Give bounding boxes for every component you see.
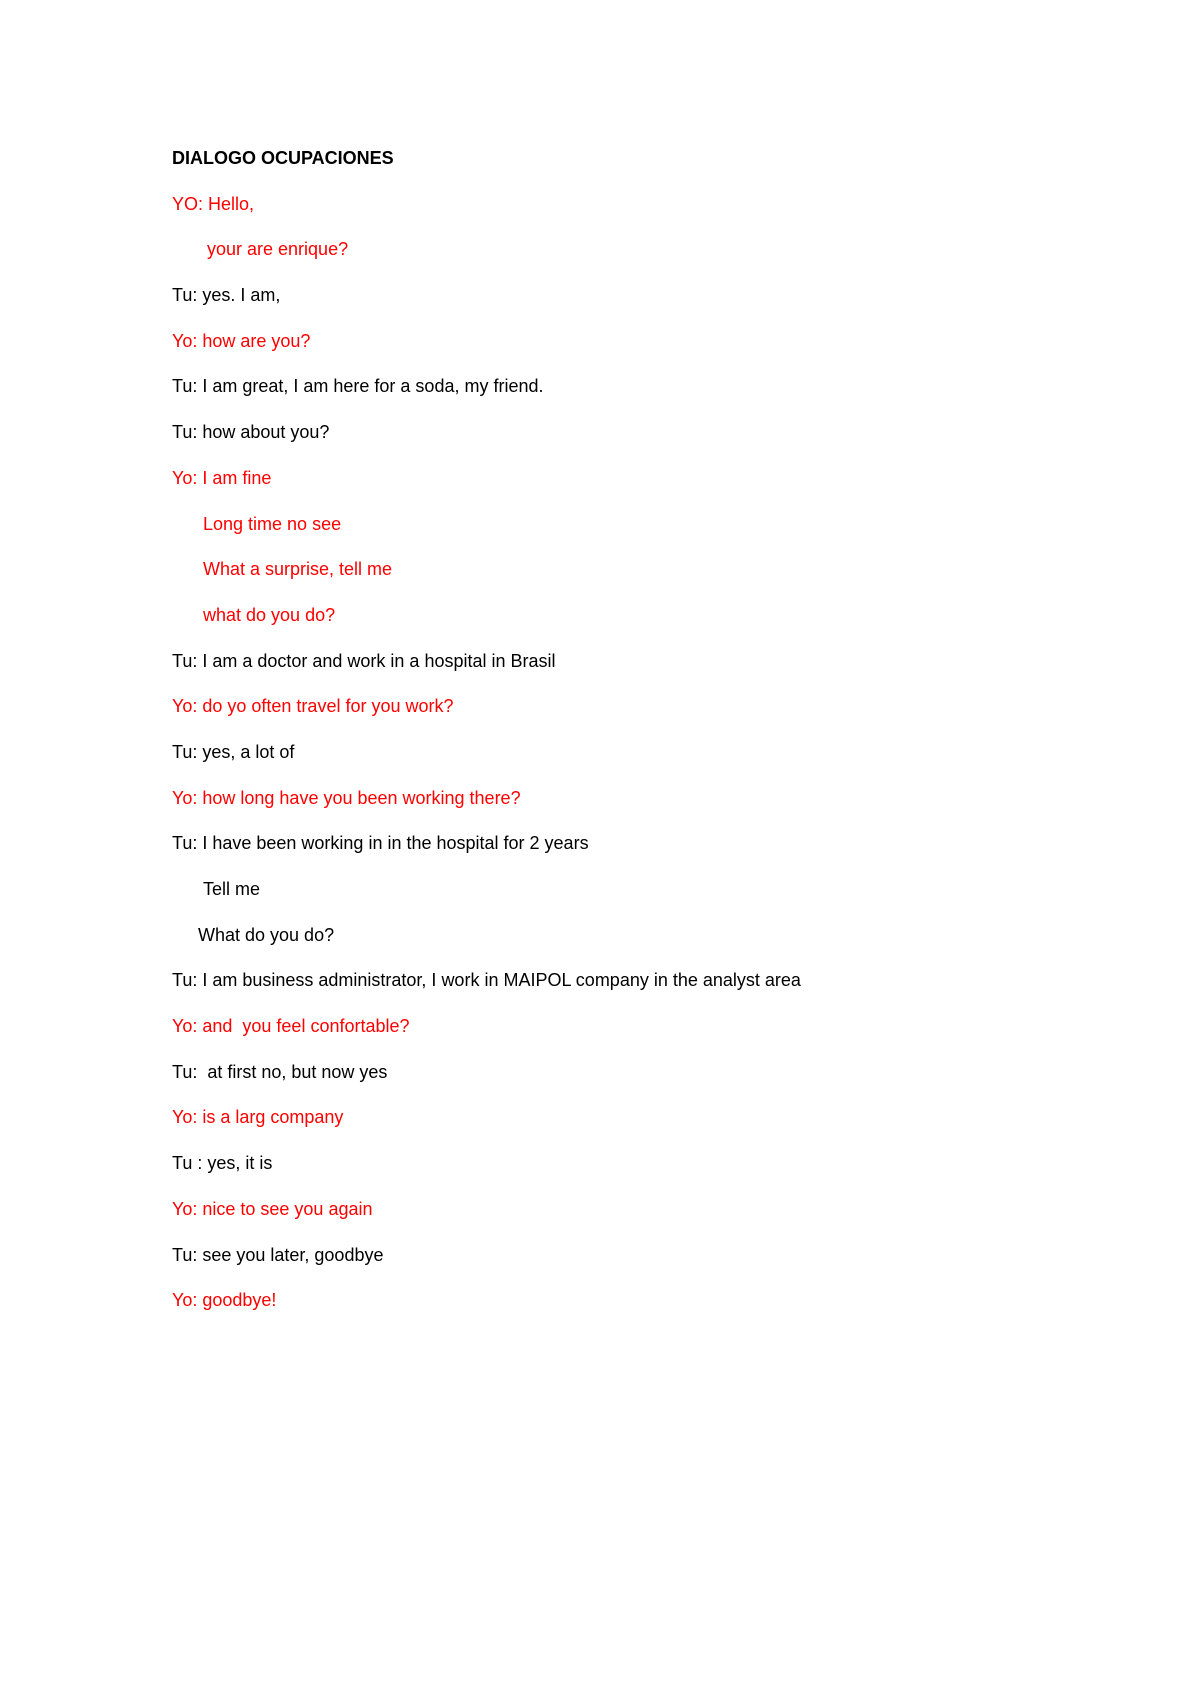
dialogue-line: Tu: see you later, goodbye (172, 1244, 384, 1265)
dialogue-line: Tell me (203, 879, 261, 899)
dialogue-line: Yo: I am fine (172, 467, 272, 488)
dialogue-line: Yo: and you feel confortable? (172, 1016, 410, 1037)
dialogue-line: Yo: do yo often travel for you work? (172, 696, 454, 717)
document-body (172, 146, 1132, 1312)
dialogue-lines (172, 192, 1132, 1313)
dialogue-line: what do you do? (203, 604, 336, 625)
dialogue-line: Tu: I am great, I am here for a soda, my friend. (172, 376, 544, 397)
dialogue-line: Tu: I am a doctor and work in a hospital in Brasil (172, 650, 556, 671)
dialogue-line: Tu: how about you? (172, 422, 330, 443)
dialogue-line: Yo: how long have you been working there? (172, 787, 521, 808)
dialogue-line: Tu: I am business administrator, I work in MAIPOL company in the analyst area (172, 970, 801, 991)
dialogue-line: Tu: at first no, but now yes (172, 1061, 388, 1082)
dialogue-line: What a surprise, tell me (203, 559, 393, 580)
dialogue-line: Tu : yes, it is (172, 1153, 273, 1174)
dialogue-line: your are enrique? (207, 239, 349, 260)
dialogue-line: Tu: yes, a lot of (172, 741, 295, 762)
dialogue-line: Tu: yes. I am, (172, 285, 281, 306)
dialogue-line: Yo: how are you? (172, 330, 311, 351)
dialogue-line: Tu: I have been working in in the hospital for 2 years (172, 833, 589, 854)
dialogue-line: What do you do? (198, 924, 335, 945)
dialogue-line: Long time no see (203, 513, 342, 534)
document-title: DIALOGO OCUPACIONES (172, 148, 394, 168)
dialogue-line: YO: Hello, (172, 193, 255, 214)
dialogue-line: Yo: goodbye! (172, 1290, 277, 1311)
dialogue-line: Yo: nice to see you again (172, 1198, 373, 1219)
dialogue-line: Yo: is a larg company (172, 1107, 344, 1128)
